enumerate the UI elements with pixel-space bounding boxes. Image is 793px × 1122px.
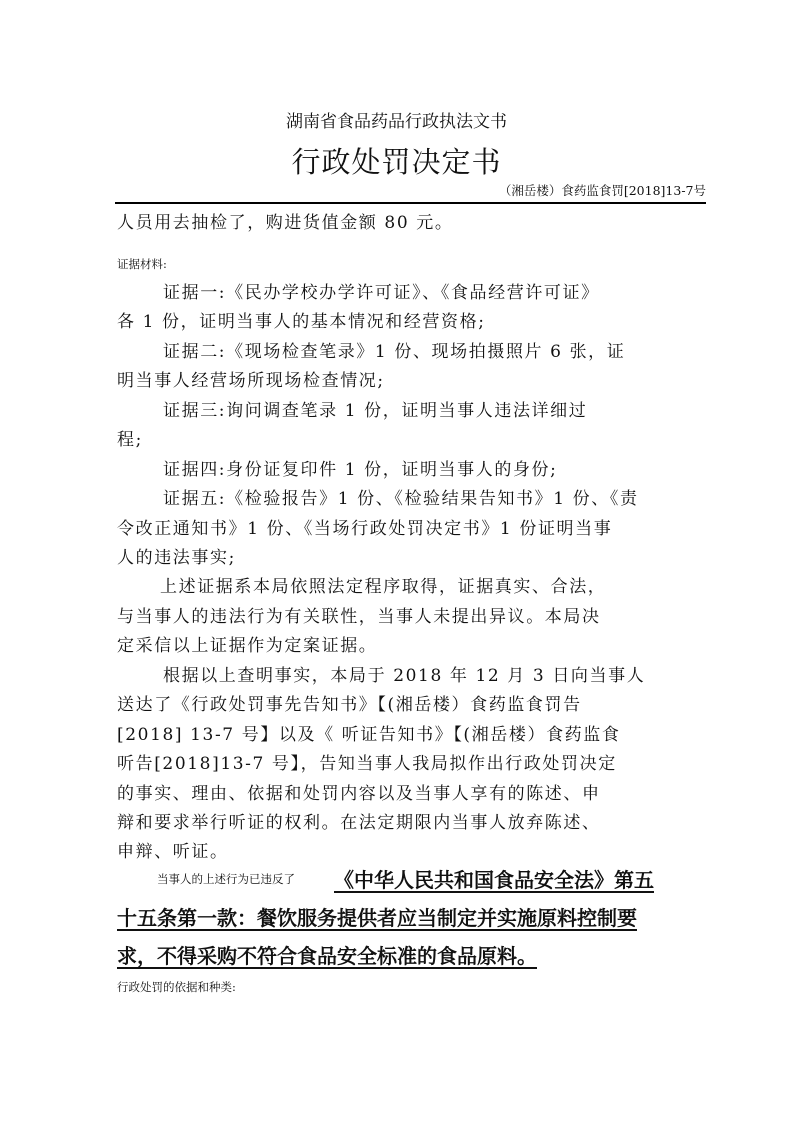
document-subtitle: 湖南省食品药品行政执法文书 — [286, 112, 507, 132]
body-line: 各 1 份，证明当事人的基本情况和经营资格; — [117, 312, 486, 332]
document-number: （湘岳楼）食药监食罚[2018]13-7号 — [498, 183, 706, 198]
body-line: 辩和要求举行听证的权利。在法定期限内当事人放弃陈述、 — [117, 813, 601, 833]
evidence-label: 证据材料: — [117, 257, 167, 271]
violation-law-line: 十五条第一款：餐饮服务提供者应当制定并实施原料控制要 — [117, 906, 637, 930]
body-line: 申辩、听证。 — [117, 842, 229, 862]
body-line: 人的违法事实; — [117, 548, 236, 568]
body-line: 听告[2018]13-7 号】，告知当事人我局拟作出行政处罚决定 — [117, 754, 617, 774]
body-line: 证据四:身份证复印件 1 份，证明当事人的身份; — [163, 460, 558, 480]
header-divider — [115, 202, 706, 204]
body-line: 明当事人经营场所现场检查情况; — [117, 371, 385, 391]
body-line: 与当事人的违法行为有关联性，当事人未提出异议。本局决 — [117, 607, 601, 627]
body-line: 程; — [117, 430, 143, 450]
body-line: 人员用去抽检了，购进货值金额 80 元。 — [117, 213, 454, 233]
body-line: 的事实、理由、依据和处罚内容以及当事人享有的陈述、申 — [117, 784, 601, 804]
violation-lead: 当事人的上述行为已违反了 — [157, 872, 295, 886]
body-line: 上述证据系本局依照法定程序取得，证据真实、合法， — [160, 577, 607, 597]
body-line: 证据二:《现场检查笔录》1 份、现场拍摄照片 6 张，证 — [163, 342, 626, 362]
body-line: 证据五:《检验报告》1 份、《检验结果告知书》1 份、《责 — [163, 489, 639, 509]
body-line: [2018] 13-7 号】以及《 听证告知书》【(湘岳楼）食药监食 — [117, 725, 621, 745]
body-line: 证据一:《民办学校办学许可证》、《食品经营许可证》 — [163, 283, 600, 303]
violation-law-line: 《中华人民共和国食品安全法》第五 — [334, 868, 654, 892]
document-title: 行政处罚决定书 — [291, 145, 502, 179]
violation-law-line: 求，不得采购不符合食品安全标准的食品原料。 — [117, 944, 537, 968]
body-line: 定采信以上证据作为定案证据。 — [117, 636, 378, 656]
body-line: 证据三:询问调查笔录 1 份，证明当事人违法详细过 — [163, 401, 588, 421]
body-line: 送达了《行政处罚事先告知书》【(湘岳楼）食药监食罚告 — [117, 695, 582, 715]
body-line: 令改正通知书》1 份、《当场行政处罚决定书》1 份证明当事 — [117, 519, 613, 539]
penalty-basis-label: 行政处罚的依据和种类: — [117, 980, 236, 994]
body-line: 根据以上查明事实，本局于 2018 年 12 月 3 日向当事人 — [163, 666, 646, 686]
